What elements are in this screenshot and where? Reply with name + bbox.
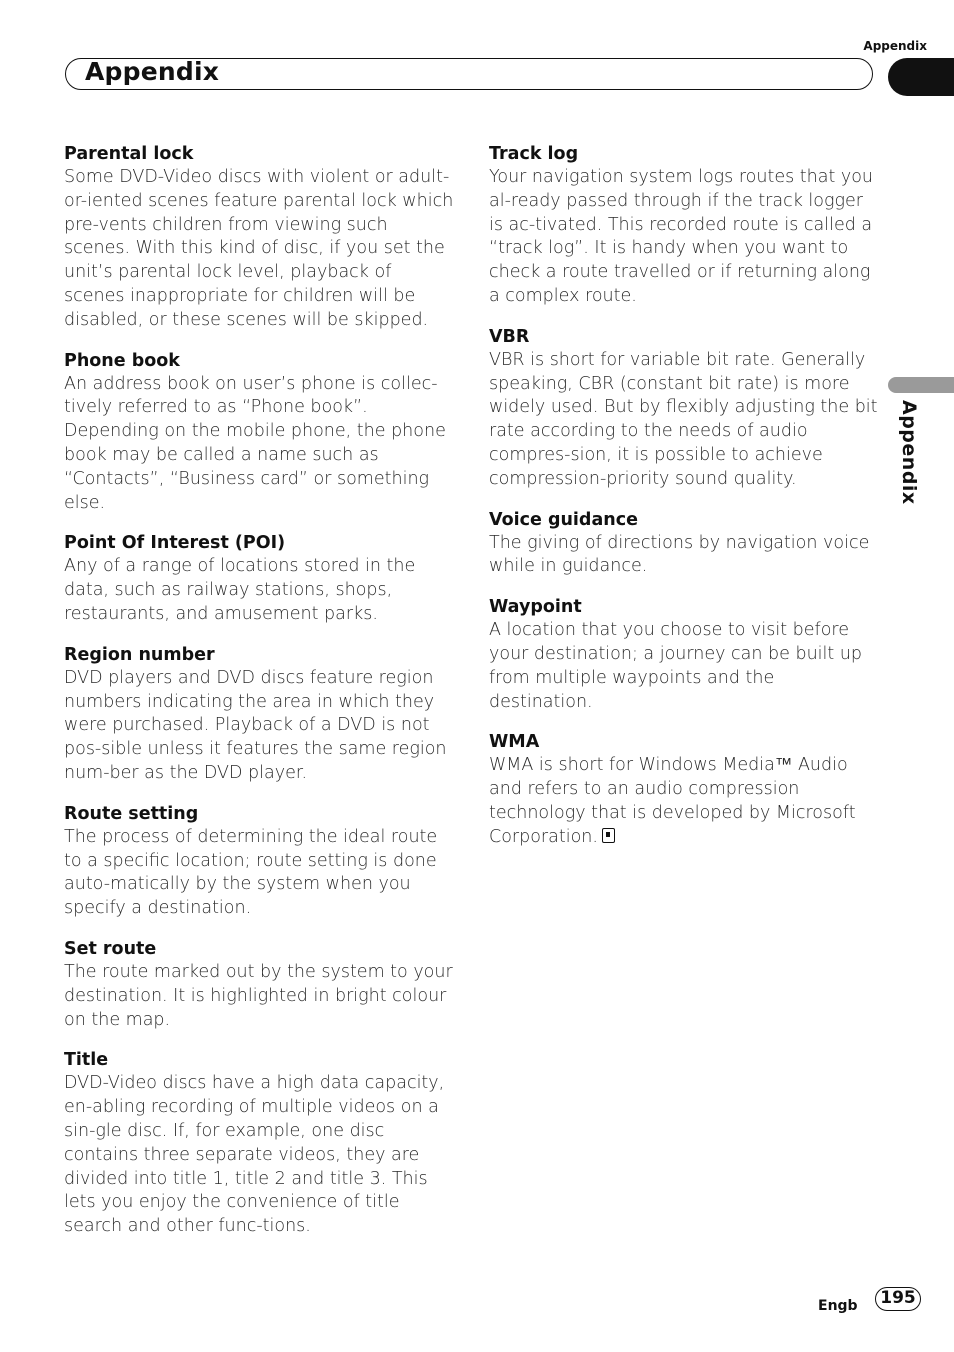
glossary-definition: WMA is short for Windows Media™ Audio and refers to an audio compression technology that is developed by Microsoft Corporation. [489,755,856,847]
glossary-definition: Your navigation system logs routes that you al-ready passed through if the track logger is ac-tivated. This recorded route is called a “track log”. It is handy when you want to check a route travelled or if returning along a complex route. [489,167,874,306]
running-head: Appendix [863,39,927,53]
glossary-definition: An address book on user’s phone is collec-tively referred to as “Phone book”. Depending on the mobile phone, the phone book may be called a name such as “Contacts”, “Business card” or something else. [64,373,446,513]
glossary-term: Track log [489,144,579,164]
glossary-definition: A location that you choose to visit before your destination; a journey can be built up from multiple waypoints and the destination. [489,620,863,712]
glossary-entry [64,643,456,786]
glossary-entry [64,937,456,1032]
glossary-term: Set route [64,938,157,959]
glossary-definition: The giving of directions by navigation voice while in guidance. [489,532,870,577]
glossary-term: Parental lock [64,144,194,164]
glossary-entry [489,142,881,309]
glossary-term: Phone book [64,350,180,371]
side-section-label: Appendix [898,400,920,505]
glossary-term: Waypoint [489,597,582,618]
glossary-entry [64,1048,456,1239]
glossary-term: Voice guidance [489,509,638,530]
glossary-definition: Some DVD-Video discs with violent or adult-or-iented scenes feature parental lock which pre-vents children from viewing such scenes. With this kind of disc, if you set the unit’s parental lock level, playback of scenes inappropriate for children will be disabled, or these scenes will be skipped. [64,167,454,330]
page-title: Appendix [85,57,220,86]
glossary-entry [64,802,456,921]
end-of-section-icon [602,828,615,843]
glossary-definition: DVD players and DVD discs feature region numbers indicating the area in which they were purchased. Playback of a DVD is not pos-sible unless it features the same region num-ber as the DVD player. [64,667,447,783]
right-column [489,142,881,866]
section-tab-marker [888,58,954,96]
glossary-entry [489,325,881,492]
side-tab-marker [888,377,954,393]
glossary-definition: DVD-Video discs have a high data capacity, en-abling recording of multiple videos on a sin-gle disc. If, for example, one disc contains three separate videos, they are divided into title 1, title 2 and title 3. This lets you enjoy the convenience of title search and other func-tions. [64,1073,445,1237]
left-column [64,142,456,1255]
glossary-definition: Any of a range of locations stored in the data, such as railway stations, shops, restaurants, and amusement parks. [64,556,416,624]
footer-language: Engb [818,1298,858,1314]
glossary-entry [489,508,881,580]
glossary-entry [64,349,456,516]
glossary-entry [489,730,881,849]
glossary-term: VBR [489,326,530,347]
glossary-definition: VBR is short for variable bit rate. Generally speaking, CBR (constant bit rate) is more widely used. But by flexibly adjusting the bit rate according to the needs of audio compres-sion, it is possible to achieve compression-priority sound quality. [489,349,878,489]
page-number: 195 [875,1287,921,1311]
glossary-entry [489,595,881,714]
glossary-definition: The process of determining the ideal route to a specific location; route setting is done auto-matically by the system when you specify a destination. [64,826,438,919]
glossary-term: Title [64,1050,109,1071]
glossary-entry [64,142,456,333]
title-bar [65,58,873,90]
glossary-term: Route setting [64,803,199,824]
glossary-entry [64,531,456,626]
glossary-term: WMA [489,732,540,753]
glossary-term: Region number [64,644,215,665]
glossary-definition-block [489,754,881,849]
glossary-term: Point Of Interest (POI) [64,533,286,554]
glossary-definition: The route marked out by the system to your destination. It is highlighted in bright colour on the map. [64,961,453,1030]
